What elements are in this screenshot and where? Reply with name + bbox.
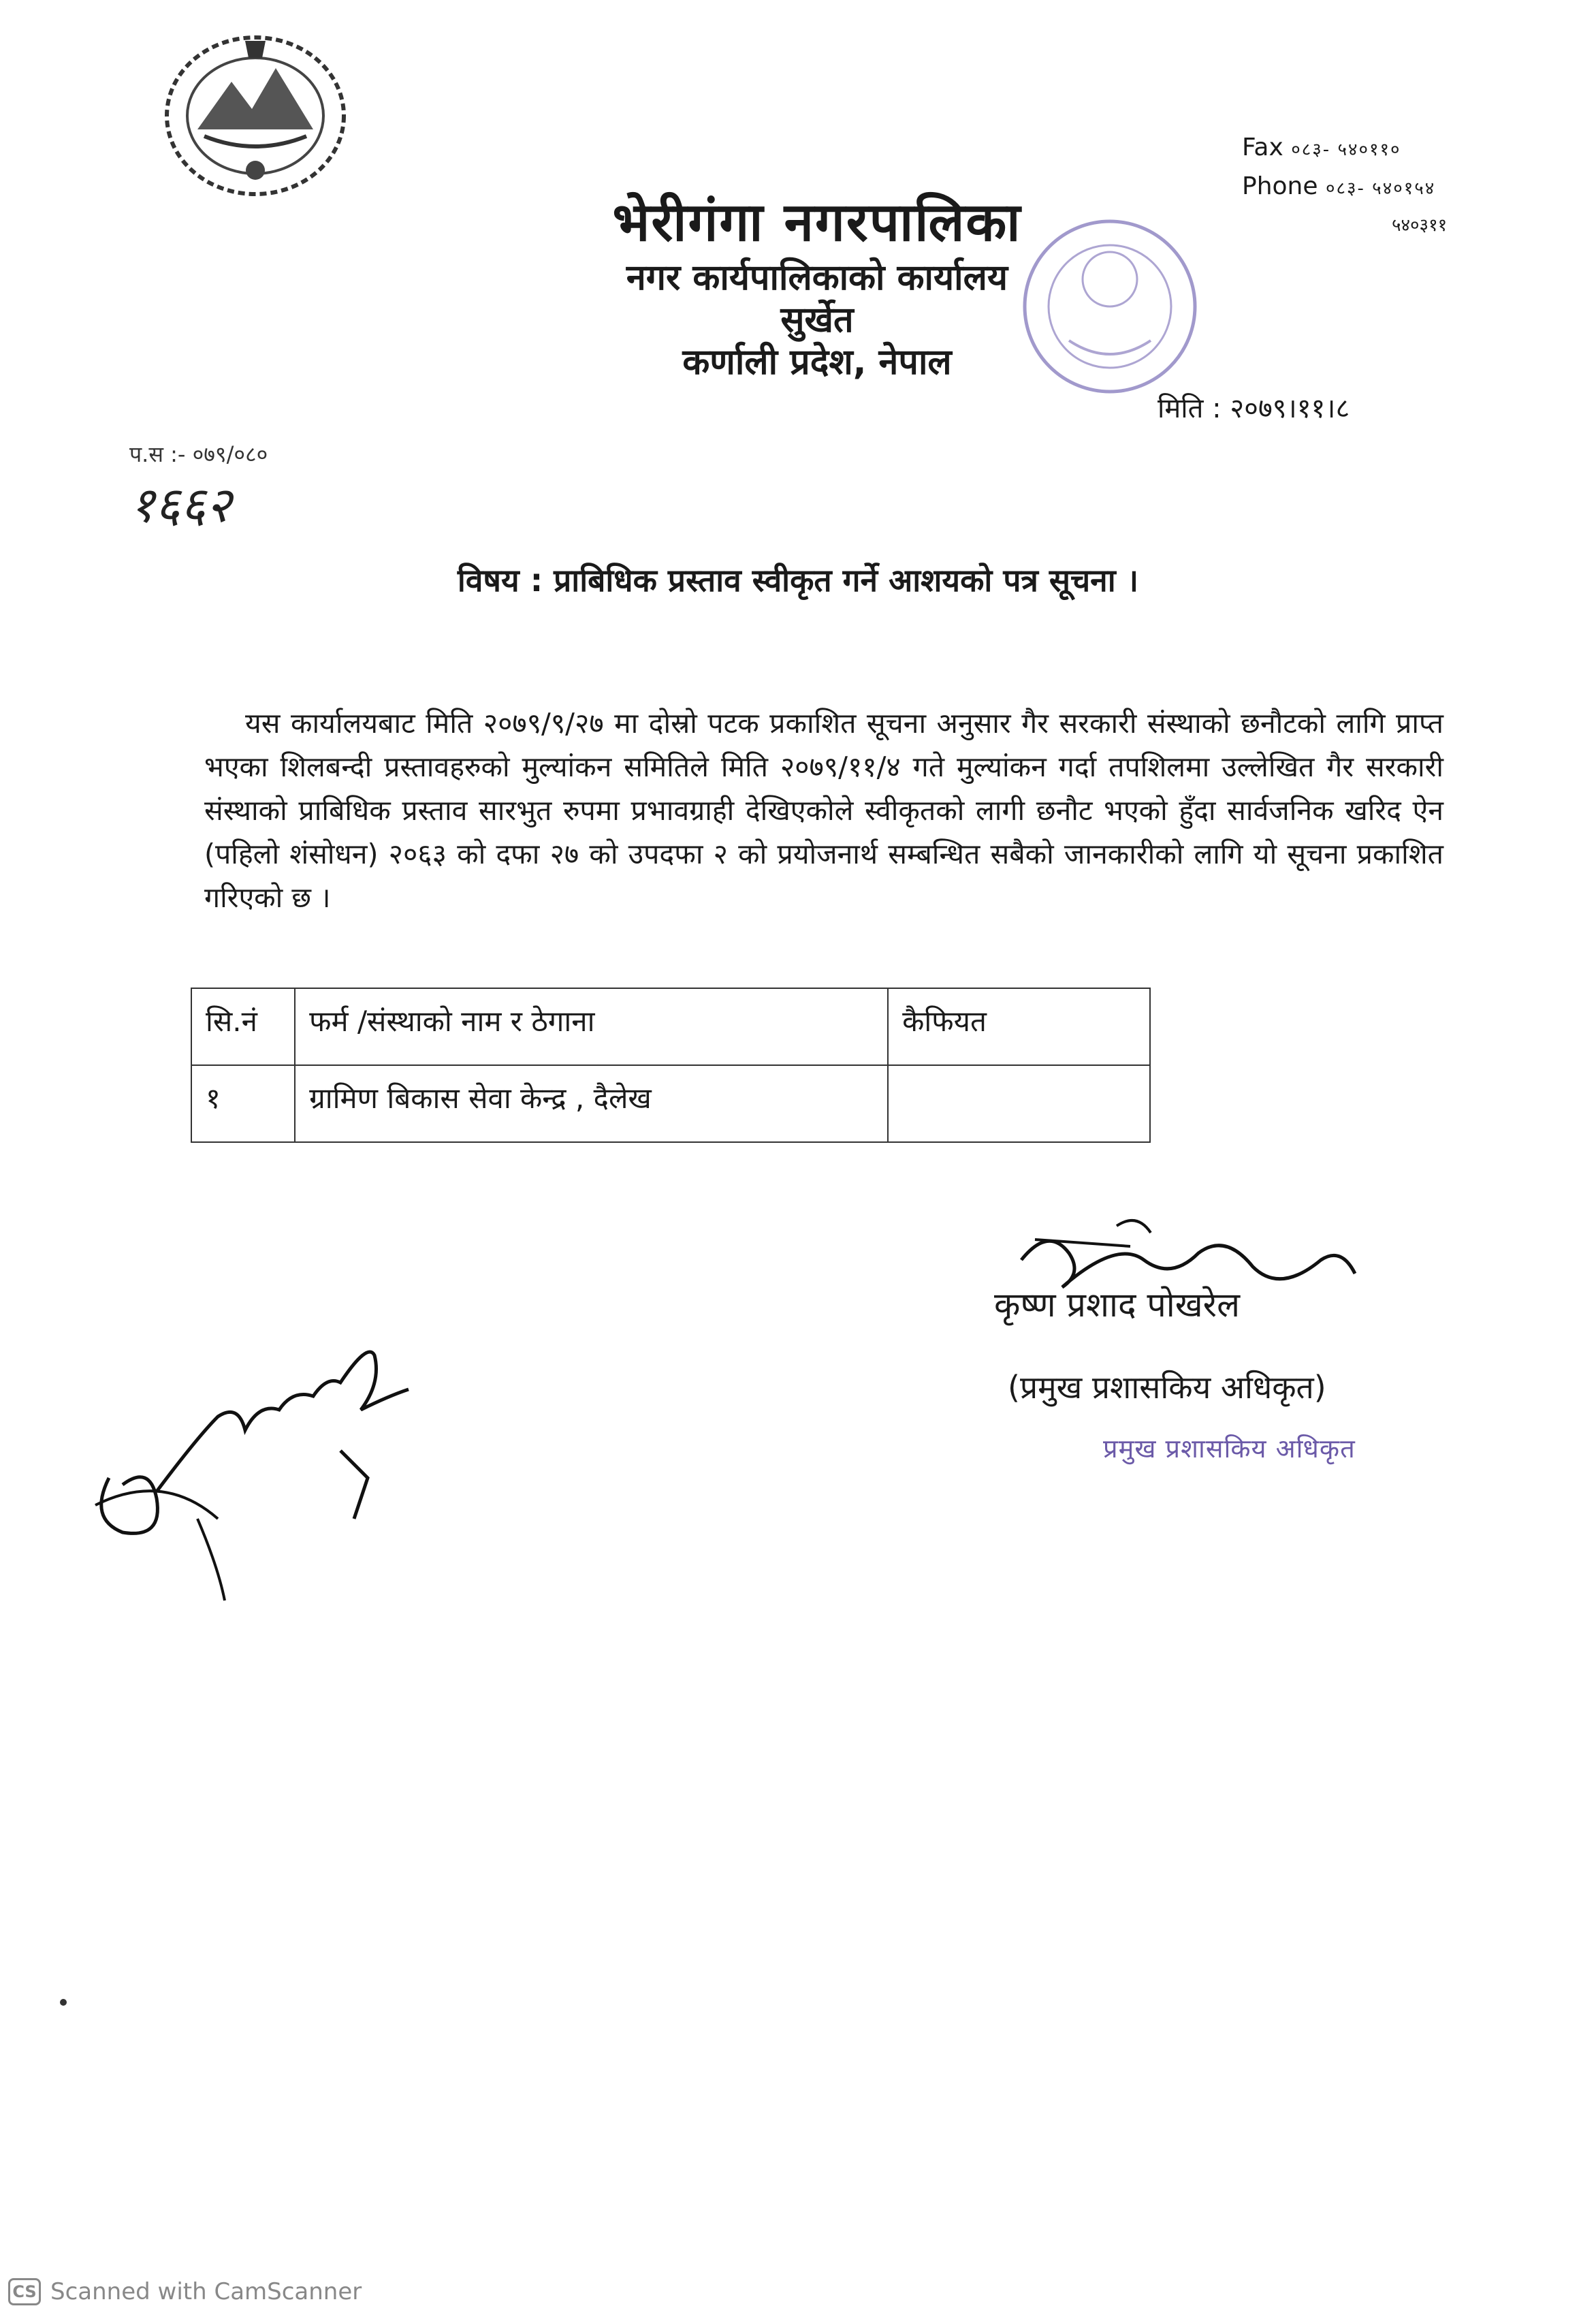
office-subtitle: नगर कार्यपालिकाको कार्यालय xyxy=(626,257,1008,298)
table-cell: १ xyxy=(191,1065,295,1142)
table-cell xyxy=(888,1065,1150,1142)
table-header-row xyxy=(191,988,1150,1065)
letter-subject: विषय : प्राबिधिक प्रस्ताव स्वीकृत गर्ने आशयको पत्र सूचना । xyxy=(457,562,1139,599)
firm-table xyxy=(191,988,1151,1143)
camscanner-logo-icon: CS xyxy=(8,2278,41,2305)
table-row xyxy=(191,1065,1150,1142)
letter-date: मिति : २०७९।११।८ xyxy=(1158,393,1350,424)
reference-number: प.स :- ०७९/०८० xyxy=(129,441,268,467)
fax-label: Fax xyxy=(1242,133,1283,161)
left-signature-icon xyxy=(82,1314,422,1607)
office-seal-icon xyxy=(1015,211,1205,402)
contact-block xyxy=(1242,129,1514,244)
letter-body: यस कार्यालयबाट मिति २०७९/९/२७ मा दोस्रो पटक प्रकाशित सूचना अनुसार गैर सरकारी संस्थाको छनौटको लागि प्राप्त भएका शिलबन्दी प्रस्तावहरुको मुल्यांकन समितिले मिति २०७९/११/४ गते मुल्यांकन गर्दा तपशिलमा उल्लेखित गैर सरकारी संस्थाको प्राबिधिक प्रस्ताव सारभुत रुपमा प्रभावग्राही देखिएकोले स्वीकृतको लागी छनौट भएको हुँदा सार्वजनिक खरिद ऐन (पहिलो शंसोधन) २०६३ को दफा २७ को उपदफा २ को प्रयोजनार्थ सम्बन्धित सबैको जानकारीको लागि यो सूचना प्रकाशित गरिएको छ । xyxy=(204,707,1443,914)
table-header-cell: कैफियत xyxy=(888,988,1150,1065)
scanner-footer xyxy=(0,2271,485,2312)
designation-stamp: प्रमुख प्रशासकिय अधिकृत xyxy=(1103,1434,1356,1464)
table-header-cell: फर्म /संस्थाको नाम र ठेगाना xyxy=(295,988,888,1065)
phone-value: ०८३- ५४०१५४ xyxy=(1325,178,1436,199)
phone-line xyxy=(1242,168,1514,207)
signatory-name: कृष्ण प्रशाद पोखरेल xyxy=(994,1285,1240,1325)
dispatch-number: १६६२ xyxy=(129,476,232,533)
phone-value-2: ५४०३११ xyxy=(1392,215,1448,236)
government-emblem-icon xyxy=(157,27,354,204)
signatory-title: (प्रमुख प्रशासकिय अधिकृत) xyxy=(1008,1369,1326,1406)
scan-mark xyxy=(60,1999,67,2006)
phone-label: Phone xyxy=(1242,172,1318,200)
table-header-cell: सि.नं xyxy=(191,988,295,1065)
office-name: भेरीगंगा नगरपालिका xyxy=(612,192,1022,253)
table-cell: ग्रामिण बिकास सेवा केन्द्र , दैलेख xyxy=(295,1065,888,1142)
fax-value: ०८३- ५४०११० xyxy=(1291,140,1401,160)
fax-line xyxy=(1242,129,1514,168)
office-province: कर्णाली प्रदेश, नेपाल xyxy=(682,342,952,383)
office-location: सुर्खेत xyxy=(780,300,854,341)
scanner-label: Scanned with CamScanner xyxy=(50,2278,362,2305)
